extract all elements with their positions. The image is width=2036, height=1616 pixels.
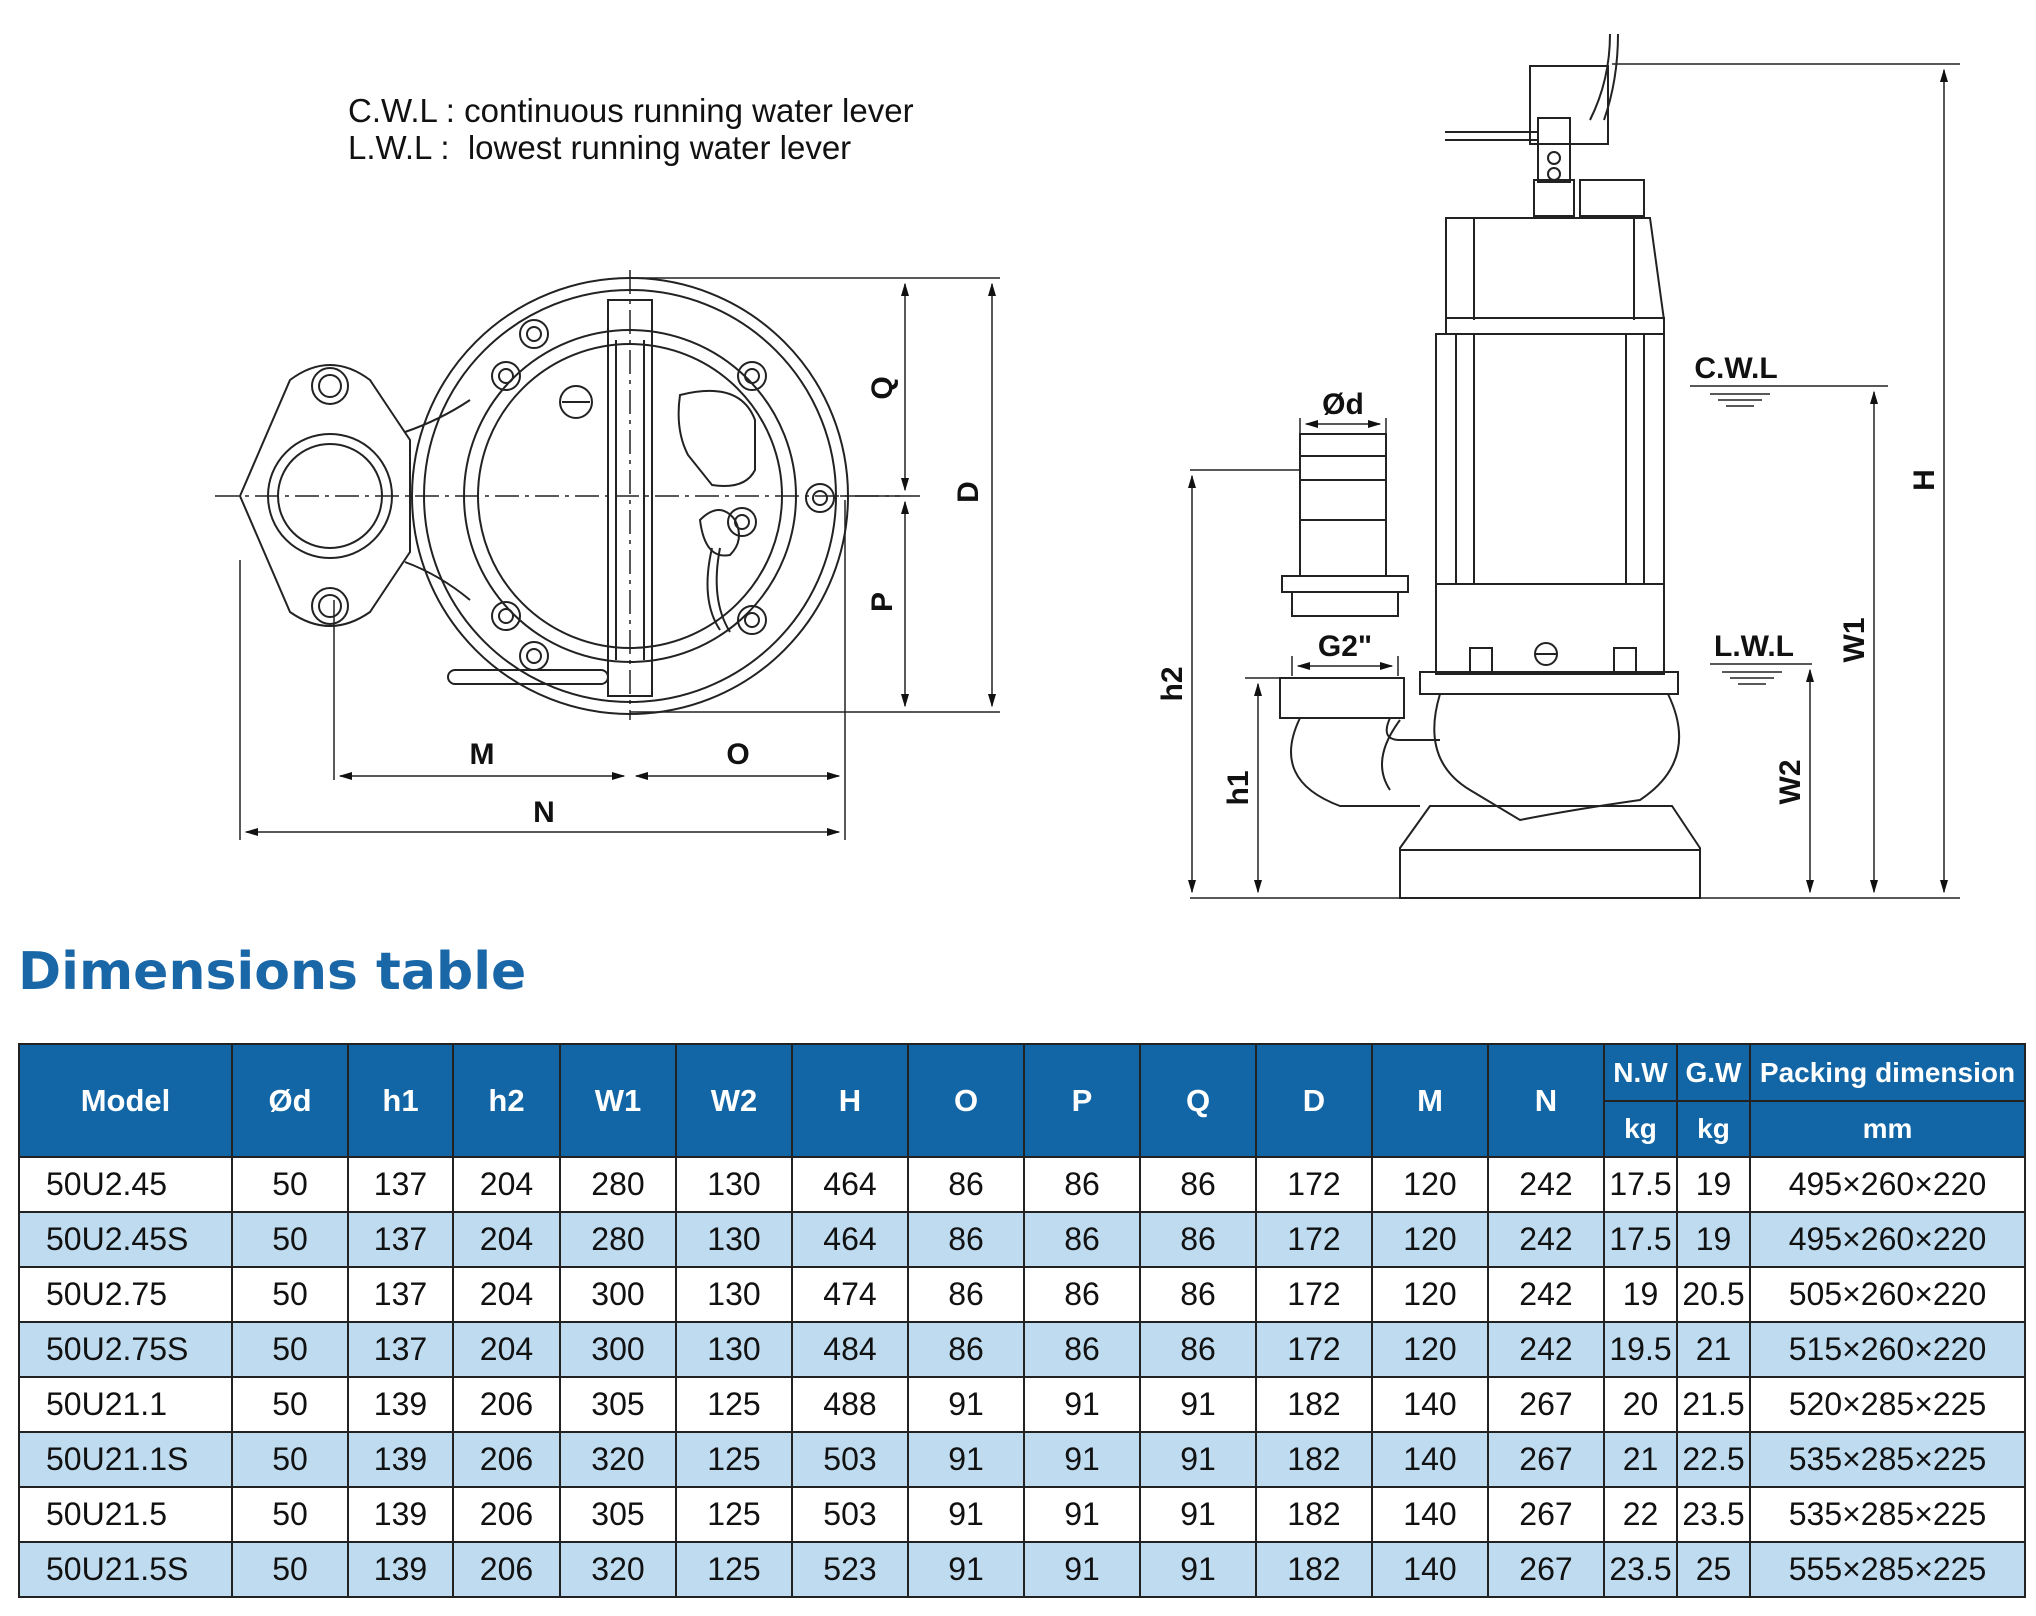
value-cell: 280 (560, 1157, 676, 1212)
value-cell: 535×285×225 (1750, 1432, 2025, 1487)
value-cell: 206 (453, 1432, 560, 1487)
value-cell: 182 (1256, 1377, 1372, 1432)
table-body (19, 1157, 2025, 1597)
header-h1: h1 (348, 1044, 453, 1157)
table-row (19, 1322, 2025, 1377)
dim-label-q: Q (866, 376, 899, 400)
value-cell: 503 (792, 1432, 908, 1487)
value-cell: 91 (1024, 1432, 1140, 1487)
value-cell: 182 (1256, 1432, 1372, 1487)
dim-label-p: P (866, 591, 899, 613)
value-cell: 242 (1488, 1212, 1604, 1267)
header-n: N (1488, 1044, 1604, 1157)
model-cell: 50U21.5 (19, 1487, 232, 1542)
value-cell: 137 (348, 1212, 453, 1267)
value-cell: 464 (792, 1212, 908, 1267)
value-cell: 242 (1488, 1157, 1604, 1212)
model-cell: 50U2.45S (19, 1212, 232, 1267)
value-cell: 50 (232, 1432, 348, 1487)
value-cell: 130 (676, 1212, 792, 1267)
value-cell: 22.5 (1677, 1432, 1750, 1487)
top-view (215, 270, 1000, 840)
value-cell: 474 (792, 1267, 908, 1322)
header-d: D (1256, 1044, 1372, 1157)
value-cell: 19 (1677, 1157, 1750, 1212)
value-cell: 120 (1372, 1212, 1488, 1267)
value-cell: 137 (348, 1157, 453, 1212)
value-cell: 172 (1256, 1157, 1372, 1212)
value-cell: 495×260×220 (1750, 1157, 2025, 1212)
table-row (19, 1377, 2025, 1432)
value-cell: 86 (908, 1212, 1024, 1267)
value-cell: 50 (232, 1487, 348, 1542)
value-cell: 125 (676, 1432, 792, 1487)
value-cell: 140 (1372, 1542, 1488, 1597)
dim-label-g2: G2" (1317, 630, 1373, 663)
value-cell: 484 (792, 1322, 908, 1377)
value-cell: 86 (908, 1267, 1024, 1322)
value-cell: 120 (1372, 1157, 1488, 1212)
value-cell: 139 (348, 1377, 453, 1432)
header-packing-unit: mm (1750, 1101, 2025, 1157)
value-cell: 23.5 (1604, 1542, 1677, 1597)
header-o: O (908, 1044, 1024, 1157)
value-cell: 464 (792, 1157, 908, 1212)
value-cell: 300 (560, 1267, 676, 1322)
value-cell: 50 (232, 1377, 348, 1432)
model-cell: 50U2.75S (19, 1322, 232, 1377)
value-cell: 91 (908, 1377, 1024, 1432)
model-cell: 50U2.75 (19, 1267, 232, 1322)
value-cell: 305 (560, 1487, 676, 1542)
value-cell: 523 (792, 1542, 908, 1597)
value-cell: 137 (348, 1322, 453, 1377)
value-cell: 86 (1140, 1212, 1256, 1267)
water-level-legend (348, 92, 914, 166)
value-cell: 86 (908, 1157, 1024, 1212)
value-cell: 267 (1488, 1377, 1604, 1432)
value-cell: 91 (908, 1542, 1024, 1597)
value-cell: 535×285×225 (1750, 1487, 2025, 1542)
value-cell: 139 (348, 1487, 453, 1542)
value-cell: 50 (232, 1212, 348, 1267)
dim-label-n: N (533, 796, 555, 829)
value-cell: 19 (1677, 1212, 1750, 1267)
value-cell: 50 (232, 1542, 348, 1597)
value-cell: 86 (1024, 1322, 1140, 1377)
value-cell: 242 (1488, 1322, 1604, 1377)
side-view (1190, 34, 1960, 898)
value-cell: 86 (1140, 1157, 1256, 1212)
header-packing: Packing dimension (1750, 1044, 2025, 1101)
value-cell: 242 (1488, 1267, 1604, 1322)
header-gw: G.W (1677, 1044, 1750, 1101)
table-row (19, 1157, 2025, 1212)
dim-label-w1: W1 (1838, 617, 1871, 663)
value-cell: 172 (1256, 1267, 1372, 1322)
dim-label-o: O (726, 738, 750, 771)
dim-label-cwl: C.W.L (1694, 352, 1778, 385)
model-cell: 50U21.1 (19, 1377, 232, 1432)
value-cell: 25 (1677, 1542, 1750, 1597)
table-row (19, 1487, 2025, 1542)
header-gw-unit: kg (1677, 1101, 1750, 1157)
value-cell: 172 (1256, 1322, 1372, 1377)
value-cell: 21 (1604, 1432, 1677, 1487)
value-cell: 140 (1372, 1377, 1488, 1432)
dim-label-h: H (1908, 469, 1941, 491)
value-cell: 86 (1140, 1322, 1256, 1377)
table-row (19, 1212, 2025, 1267)
value-cell: 21 (1677, 1322, 1750, 1377)
value-cell: 91 (1140, 1377, 1256, 1432)
value-cell: 206 (453, 1487, 560, 1542)
value-cell: 267 (1488, 1432, 1604, 1487)
value-cell: 50 (232, 1322, 348, 1377)
model-cell: 50U21.5S (19, 1542, 232, 1597)
section-title: Dimensions table (18, 942, 527, 1002)
value-cell: 91 (1140, 1542, 1256, 1597)
value-cell: 204 (453, 1322, 560, 1377)
value-cell: 555×285×225 (1750, 1542, 2025, 1597)
value-cell: 204 (453, 1267, 560, 1322)
header-w1: W1 (560, 1044, 676, 1157)
header-model: Model (19, 1044, 232, 1157)
value-cell: 125 (676, 1377, 792, 1432)
value-cell: 86 (1024, 1212, 1140, 1267)
value-cell: 130 (676, 1157, 792, 1212)
header-q: Q (1140, 1044, 1256, 1157)
table-row (19, 1432, 2025, 1487)
value-cell: 120 (1372, 1322, 1488, 1377)
value-cell: 182 (1256, 1542, 1372, 1597)
value-cell: 19.5 (1604, 1322, 1677, 1377)
dim-label-h1: h1 (1222, 770, 1255, 806)
value-cell: 120 (1372, 1267, 1488, 1322)
dim-label-d: D (952, 481, 985, 503)
legend-lwl: L.W.L : lowest running water lever (348, 129, 852, 166)
value-cell: 495×260×220 (1750, 1212, 2025, 1267)
value-cell: 91 (1024, 1377, 1140, 1432)
header-od: Ød (232, 1044, 348, 1157)
value-cell: 305 (560, 1377, 676, 1432)
value-cell: 50 (232, 1157, 348, 1212)
value-cell: 267 (1488, 1487, 1604, 1542)
table-row (19, 1542, 2025, 1597)
value-cell: 204 (453, 1157, 560, 1212)
value-cell: 139 (348, 1432, 453, 1487)
value-cell: 125 (676, 1487, 792, 1542)
value-cell: 130 (676, 1322, 792, 1377)
header-w2: W2 (676, 1044, 792, 1157)
value-cell: 19 (1604, 1267, 1677, 1322)
value-cell: 300 (560, 1322, 676, 1377)
value-cell: 20 (1604, 1377, 1677, 1432)
value-cell: 91 (1140, 1432, 1256, 1487)
dim-label-m: M (469, 738, 495, 771)
header-p: P (1024, 1044, 1140, 1157)
value-cell: 91 (908, 1487, 1024, 1542)
dim-label-lwl: L.W.L (1714, 630, 1794, 663)
value-cell: 503 (792, 1487, 908, 1542)
header-h: H (792, 1044, 908, 1157)
value-cell: 182 (1256, 1487, 1372, 1542)
model-cell: 50U21.1S (19, 1432, 232, 1487)
header-nw: N.W (1604, 1044, 1677, 1101)
value-cell: 488 (792, 1377, 908, 1432)
value-cell: 140 (1372, 1432, 1488, 1487)
value-cell: 505×260×220 (1750, 1267, 2025, 1322)
header-m: M (1372, 1044, 1488, 1157)
value-cell: 20.5 (1677, 1267, 1750, 1322)
dimensions-table (18, 1043, 2026, 1598)
value-cell: 206 (453, 1542, 560, 1597)
value-cell: 21.5 (1677, 1377, 1750, 1432)
value-cell: 17.5 (1604, 1212, 1677, 1267)
value-cell: 91 (1140, 1487, 1256, 1542)
value-cell: 520×285×225 (1750, 1377, 2025, 1432)
value-cell: 139 (348, 1542, 453, 1597)
value-cell: 515×260×220 (1750, 1322, 2025, 1377)
value-cell: 125 (676, 1542, 792, 1597)
value-cell: 320 (560, 1542, 676, 1597)
value-cell: 50 (232, 1267, 348, 1322)
header-nw-unit: kg (1604, 1101, 1677, 1157)
model-cell: 50U2.45 (19, 1157, 232, 1212)
value-cell: 206 (453, 1377, 560, 1432)
value-cell: 23.5 (1677, 1487, 1750, 1542)
value-cell: 280 (560, 1212, 676, 1267)
value-cell: 172 (1256, 1212, 1372, 1267)
value-cell: 267 (1488, 1542, 1604, 1597)
table-row (19, 1267, 2025, 1322)
value-cell: 22 (1604, 1487, 1677, 1542)
value-cell: 17.5 (1604, 1157, 1677, 1212)
value-cell: 86 (1024, 1267, 1140, 1322)
value-cell: 204 (453, 1212, 560, 1267)
dim-label-h2: h2 (1156, 666, 1189, 702)
legend-cwl: C.W.L : continuous running water lever (348, 92, 914, 129)
value-cell: 137 (348, 1267, 453, 1322)
value-cell: 140 (1372, 1487, 1488, 1542)
value-cell: 86 (1140, 1267, 1256, 1322)
dim-label-od: Ød (1322, 388, 1364, 421)
header-h2: h2 (453, 1044, 560, 1157)
value-cell: 91 (1024, 1487, 1140, 1542)
value-cell: 320 (560, 1432, 676, 1487)
value-cell: 91 (908, 1432, 1024, 1487)
value-cell: 86 (908, 1322, 1024, 1377)
value-cell: 130 (676, 1267, 792, 1322)
value-cell: 91 (1024, 1542, 1140, 1597)
dim-label-w2: W2 (1774, 759, 1807, 805)
value-cell: 86 (1024, 1157, 1140, 1212)
